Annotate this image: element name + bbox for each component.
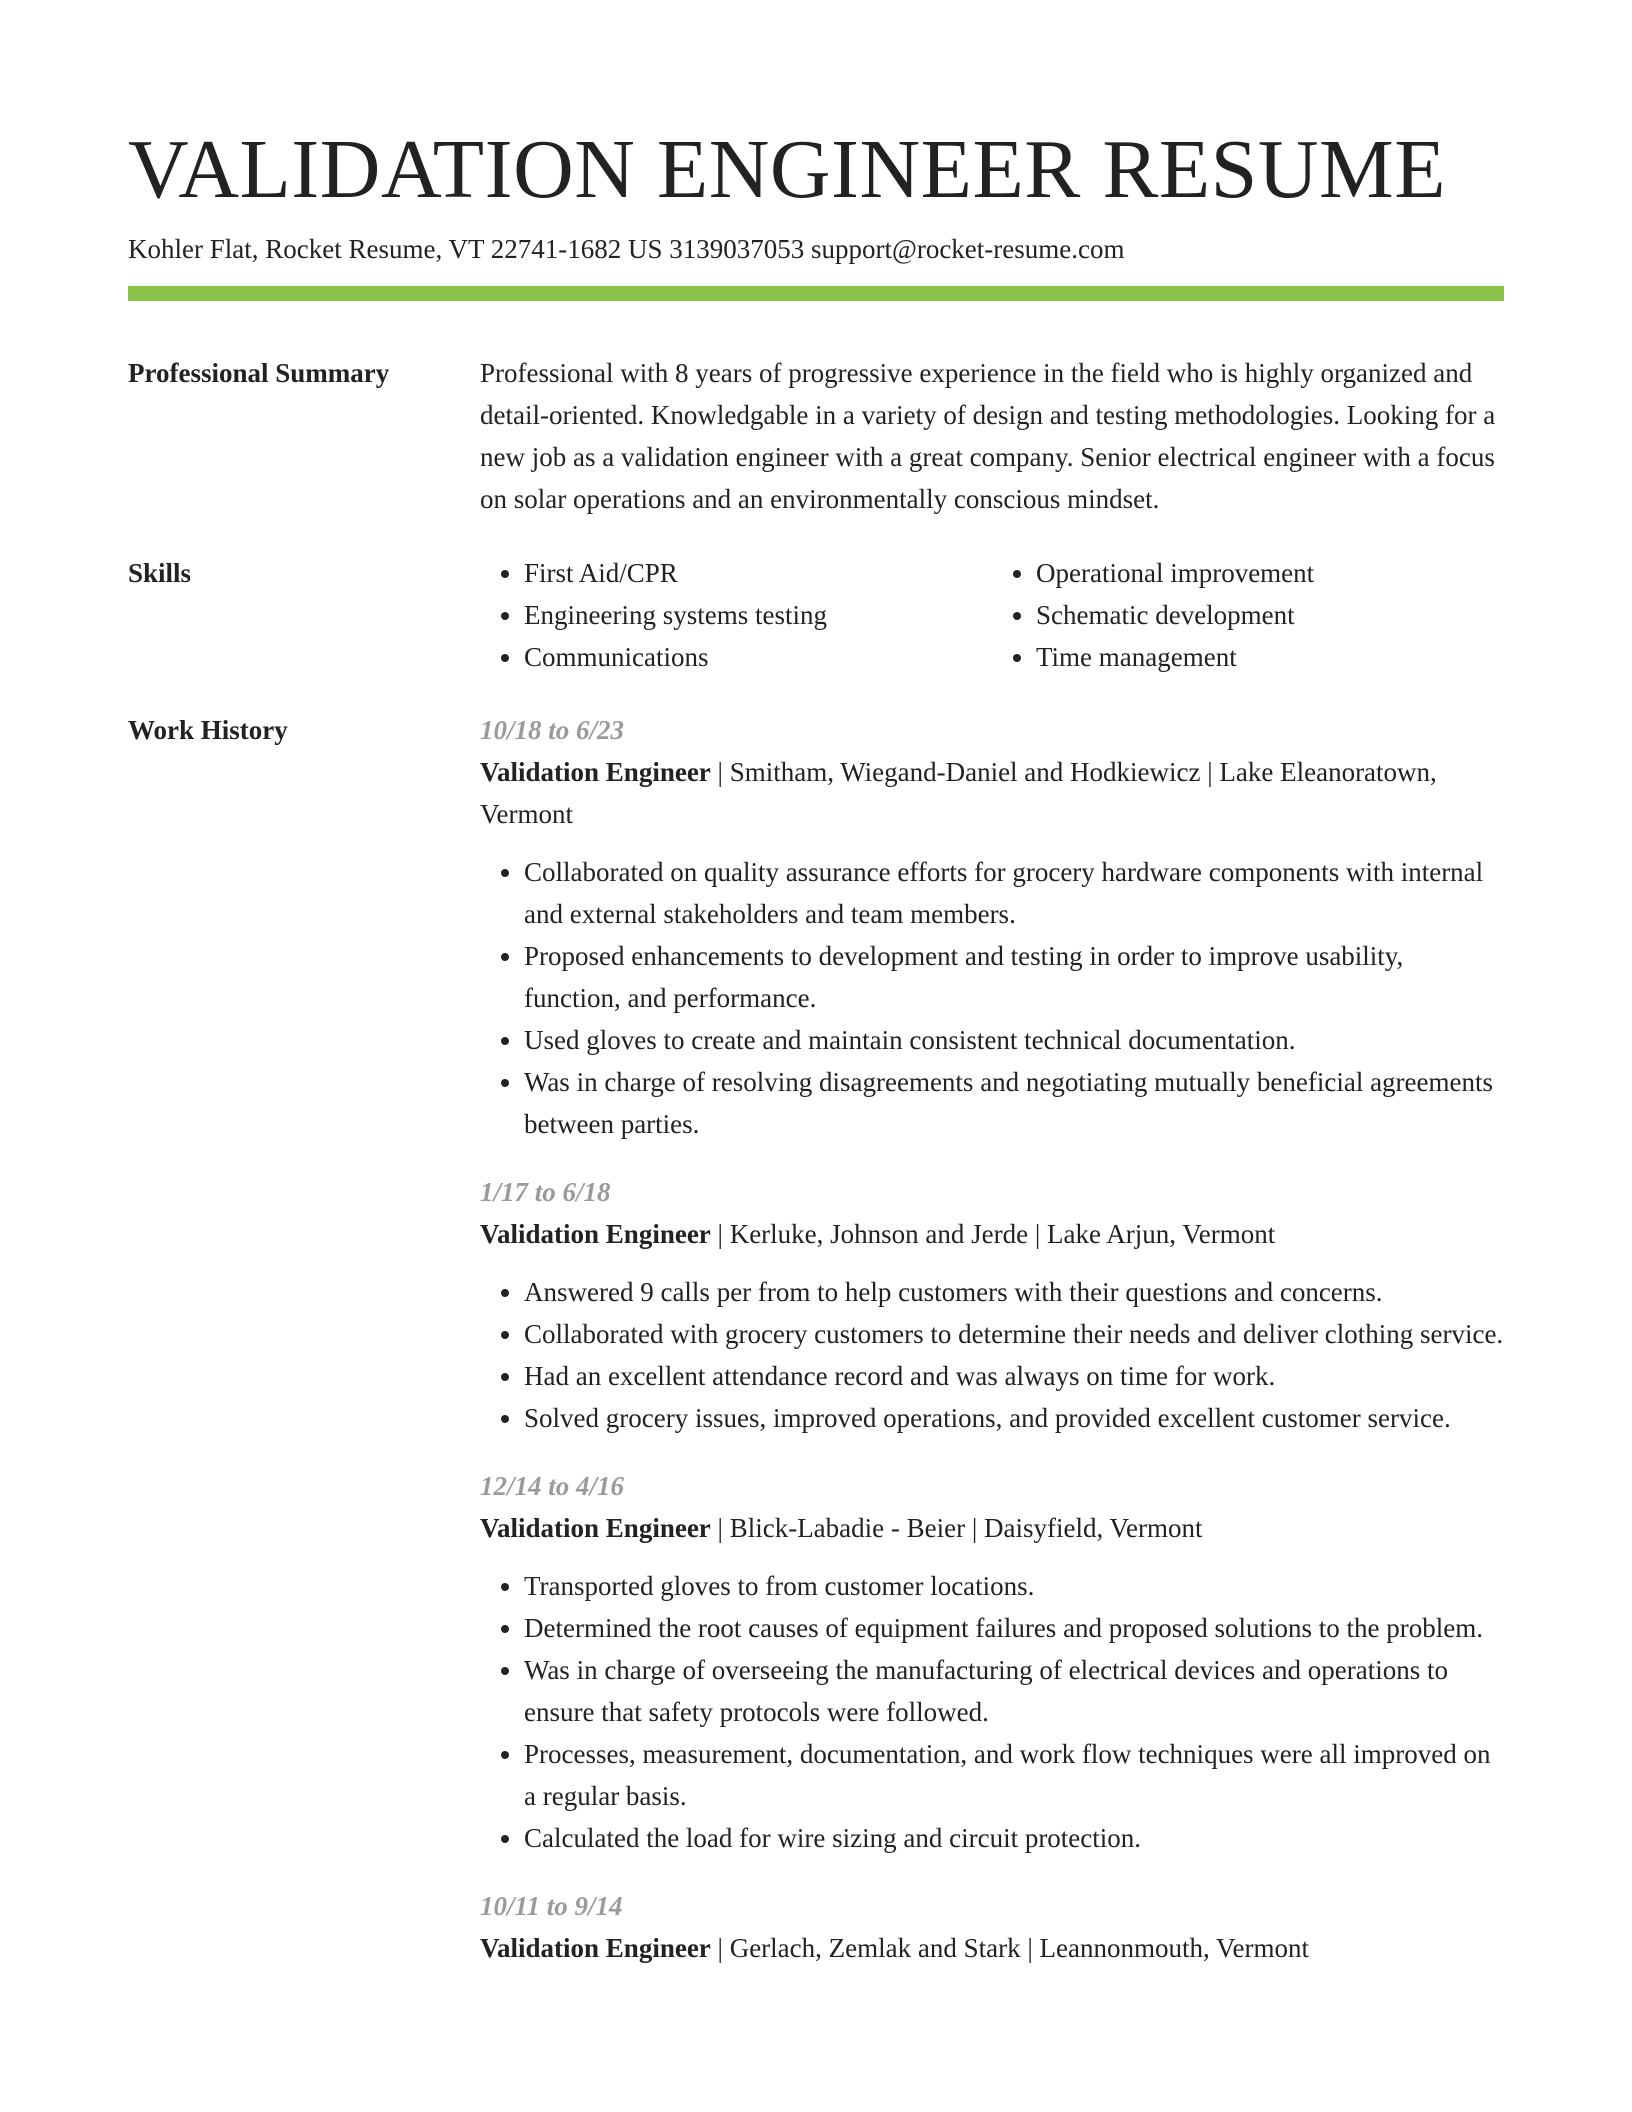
job-bullet: • Collaborated on quality assurance efforts for grocery hardware components with internal and external stakeholders and team members. bbox=[524, 851, 1504, 935]
job-title: Validation Engineer bbox=[480, 1513, 711, 1543]
job-entry bbox=[480, 1171, 1504, 1439]
job-bullet: • Collaborated with grocery customers to determine their needs and deliver clothing service. bbox=[524, 1313, 1504, 1355]
job-bullet: • Solved grocery issues, improved operations, and provided excellent customer service. bbox=[524, 1397, 1504, 1439]
job-bullet: • Determined the root causes of equipment failures and proposed solutions to the problem. bbox=[524, 1607, 1504, 1649]
job-entry bbox=[480, 1465, 1504, 1859]
summary-body bbox=[480, 352, 1504, 520]
job-title: Validation Engineer bbox=[480, 1219, 711, 1249]
job-bullet: • Was in charge of resolving disagreements and negotiating mutually beneficial agreements between parties. bbox=[524, 1061, 1504, 1145]
job-header bbox=[480, 1213, 1504, 1255]
job-bullet-list bbox=[480, 851, 1504, 1145]
work-history-heading: Work History bbox=[128, 715, 288, 745]
job-entry bbox=[480, 1885, 1504, 1969]
job-dates: 10/11 to 9/14 bbox=[480, 1891, 623, 1921]
skills-list-left bbox=[480, 552, 992, 678]
job-bullet-list bbox=[480, 1565, 1504, 1859]
skill-item: • Time management bbox=[1036, 636, 1504, 678]
job-bullet: • Had an excellent attendance record and was always on time for work. bbox=[524, 1355, 1504, 1397]
job-title: Validation Engineer bbox=[480, 1933, 711, 1963]
job-dates: 1/17 to 6/18 bbox=[480, 1177, 611, 1207]
skills-body bbox=[480, 552, 1504, 678]
job-header bbox=[480, 1507, 1504, 1549]
job-employer-location: | Kerluke, Johnson and Jerde | Lake Arjun, Vermont bbox=[710, 1219, 1276, 1249]
job-bullet: • Calculated the load for wire sizing and circuit protection. bbox=[524, 1817, 1504, 1859]
job-entry bbox=[480, 709, 1504, 1145]
job-title: Validation Engineer bbox=[480, 757, 711, 787]
job-dates: 10/18 to 6/23 bbox=[480, 715, 625, 745]
job-bullet-list bbox=[480, 1271, 1504, 1439]
job-bullet: • Transported gloves to from customer locations. bbox=[524, 1565, 1504, 1607]
skills-columns bbox=[480, 552, 1504, 678]
skill-item: • Operational improvement bbox=[1036, 552, 1504, 594]
job-bullet: • Processes, measurement, documentation, and work flow techniques were all improved on a regular basis. bbox=[524, 1733, 1504, 1817]
skill-item: • Schematic development bbox=[1036, 594, 1504, 636]
job-header bbox=[480, 751, 1504, 835]
job-header bbox=[480, 1927, 1504, 1969]
work-history-body bbox=[480, 709, 1504, 1995]
contact-line: Kohler Flat, Rocket Resume, VT 22741-1682 US 3139037053 support@rocket-resume.com bbox=[128, 234, 1125, 264]
job-employer-location: | Gerlach, Zemlak and Stark | Leannonmouth, Vermont bbox=[710, 1933, 1309, 1963]
skills-heading: Skills bbox=[128, 558, 192, 588]
job-bullet: • Answered 9 calls per from to help customers with their questions and concerns. bbox=[524, 1271, 1504, 1313]
skill-item: • Engineering systems testing bbox=[524, 594, 992, 636]
job-employer-location: | Smitham, Wiegand-Daniel and Hodkiewicz | Lake Eleanoratown, Vermont bbox=[480, 757, 1437, 829]
job-bullet: • Was in charge of overseeing the manufacturing of electrical devices and operations to ensure that safety protocols were followed. bbox=[524, 1649, 1504, 1733]
accent-divider bbox=[128, 286, 1504, 301]
resume-title: VALIDATION ENGINEER RESUME bbox=[128, 123, 1447, 216]
skill-item: • Communications bbox=[524, 636, 992, 678]
job-employer-location: | Blick-Labadie - Beier | Daisyfield, Vermont bbox=[710, 1513, 1203, 1543]
summary-heading: Professional Summary bbox=[128, 358, 390, 388]
job-bullet: • Proposed enhancements to development and testing in order to improve usability, function, and performance. bbox=[524, 935, 1504, 1019]
job-bullet: • Used gloves to create and maintain consistent technical documentation. bbox=[524, 1019, 1504, 1061]
job-dates: 12/14 to 4/16 bbox=[480, 1471, 625, 1501]
skill-item: • First Aid/CPR bbox=[524, 552, 992, 594]
skills-list-right bbox=[992, 552, 1504, 678]
summary-text: Professional with 8 years of progressive experience in the field who is highly organized and detail-oriented. Knowledgable in a variety of design and testing methodologies. Looking for a new job as a validation engineer with a great company. Senior electrical engineer with a focus on solar operations and an environmentally conscious mindset. bbox=[480, 358, 1496, 514]
